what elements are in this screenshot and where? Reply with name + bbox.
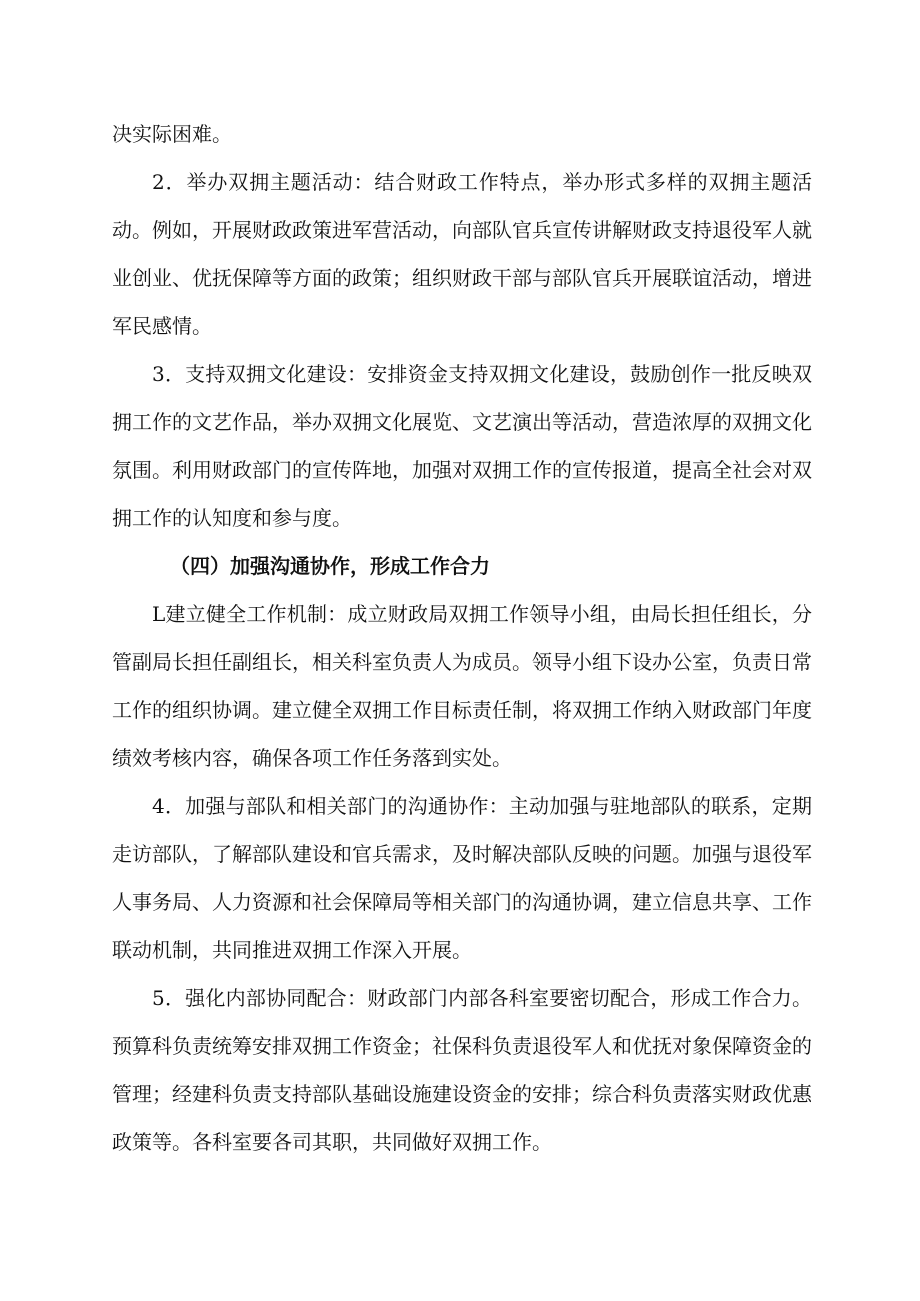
paragraph-item-3: 3．支持双拥文化建设：安排资金支持双拥文化建设，鼓励创作一批反映双拥工作的文艺作品，举办双拥文化展览、文艺演出等活动，营造浓厚的双拥文化氛围。利用财政部门的宣传阵地，加强对双拥工作的宣传报道，提高全社会对双拥工作的认知度和参与度。 xyxy=(112,362,812,530)
document-body xyxy=(112,110,812,1166)
section-heading: （四）加强沟通协作，形成工作合力 xyxy=(170,554,490,578)
paragraph-item-1: L建立健全工作机制：成立财政局双拥工作领导小组，由局长担任组长，分管副局长担任副组长，相关科室负责人为成员。领导小组下设办公室，负责日常工作的组织协调。建立健全双拥工作目标责任制，将双拥工作纳入财政部门年度绩效考核内容，确保各项工作任务落到实处。 xyxy=(112,602,812,770)
paragraph-item-4: 4．加强与部队和相关部门的沟通协作：主动加强与驻地部队的联系，定期走访部队，了解部队建设和官兵需求，及时解决部队反映的问题。加强与退役军人事务局、人力资源和社会保障局等相关部门的沟通协调，建立信息共享、工作联动机制，共同推进双拥工作深入开展。 xyxy=(112,794,812,962)
paragraph-item-5: 5．强化内部协同配合：财政部门内部各科室要密切配合，形成工作合力。预算科负责统筹安排双拥工作资金；社保科负责退役军人和优抚对象保障资金的管理；经建科负责支持部队基础设施建设资金的安排；综合科负责落实财政优惠政策等。各科室要各司其职，共同做好双拥工作。 xyxy=(112,986,812,1154)
paragraph-continuation: 决实际困难。 xyxy=(112,122,232,146)
paragraph-item-2: 2．举办双拥主题活动：结合财政工作特点，举办形式多样的双拥主题活动。例如，开展财政政策进军营活动，向部队官兵宣传讲解财政支持退役军人就业创业、优抚保障等方面的政策；组织财政干部与部队官兵开展联谊活动，增进军民感情。 xyxy=(112,170,812,338)
